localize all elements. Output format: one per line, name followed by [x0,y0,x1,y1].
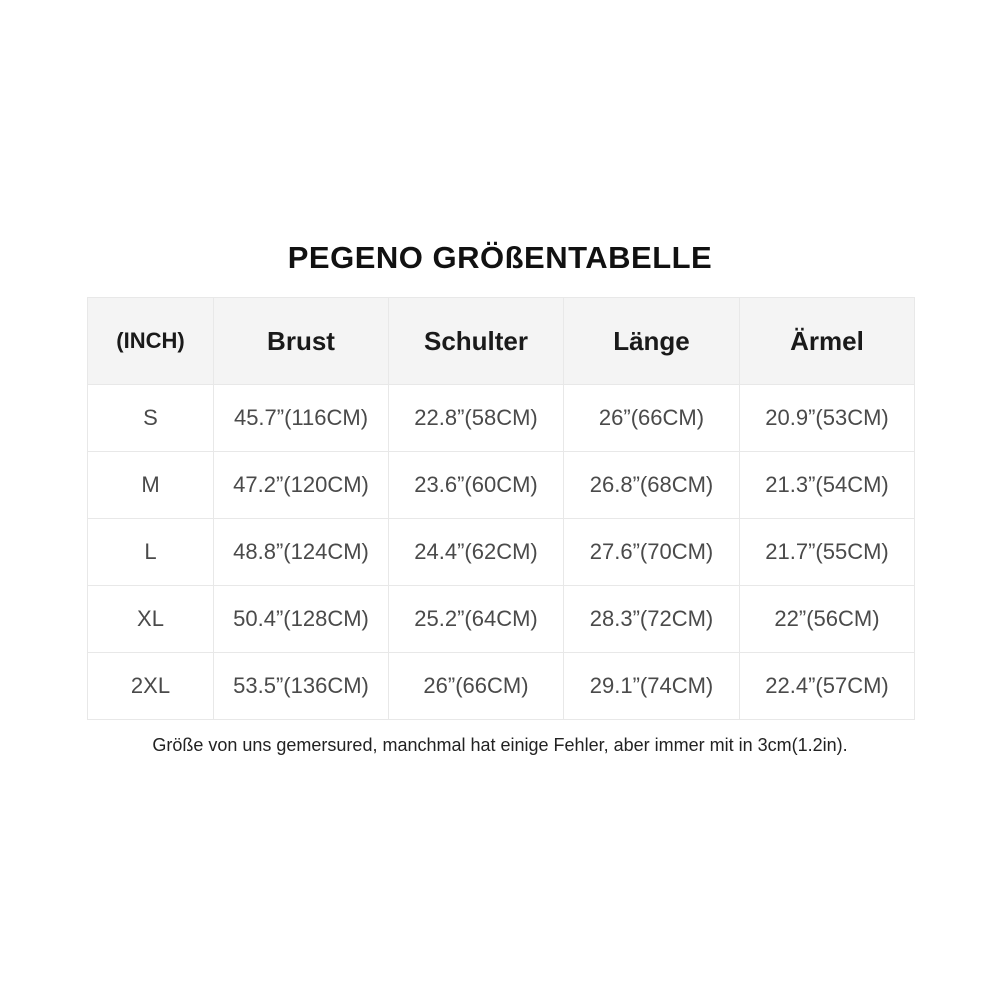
table-row [88,385,915,452]
laenge-cell: 28.3”(72CM) [564,586,740,653]
table-row [88,586,915,653]
schulter-cell: 25.2”(64CM) [389,586,564,653]
header-schulter: Schulter [389,298,564,385]
size-label: XL [88,586,214,653]
table-row [88,519,915,586]
size-label: L [88,519,214,586]
aermel-cell: 21.3”(54CM) [740,452,915,519]
table-row [88,452,915,519]
size-label: M [88,452,214,519]
schulter-cell: 26”(66CM) [389,653,564,720]
aermel-cell: 22.4”(57CM) [740,653,915,720]
page-title: PEGENO GRÖßENTABELLE [287,240,713,275]
laenge-cell: 26.8”(68CM) [564,452,740,519]
brust-cell: 48.8”(124CM) [214,519,389,586]
aermel-cell: 21.7”(55CM) [740,519,915,586]
table-row [88,653,915,720]
header-brust: Brust [214,298,389,385]
size-label: 2XL [88,653,214,720]
brust-cell: 50.4”(128CM) [214,586,389,653]
header-aermel: Ärmel [740,298,915,385]
measurement-note: Größe von uns gemersured, manchmal hat einige Fehler, aber immer mit in 3cm(1.2in). [152,735,848,755]
laenge-cell: 29.1”(74CM) [564,653,740,720]
table-header-row [88,298,915,385]
schulter-cell: 24.4”(62CM) [389,519,564,586]
size-chart-table [87,297,915,720]
schulter-cell: 23.6”(60CM) [389,452,564,519]
brust-cell: 53.5”(136CM) [214,653,389,720]
brust-cell: 47.2”(120CM) [214,452,389,519]
size-label: S [88,385,214,452]
brust-cell: 45.7”(116CM) [214,385,389,452]
laenge-cell: 26”(66CM) [564,385,740,452]
schulter-cell: 22.8”(58CM) [389,385,564,452]
aermel-cell: 20.9”(53CM) [740,385,915,452]
aermel-cell: 22”(56CM) [740,586,915,653]
laenge-cell: 27.6”(70CM) [564,519,740,586]
header-unit: (INCH) [88,298,214,385]
header-laenge: Länge [564,298,740,385]
